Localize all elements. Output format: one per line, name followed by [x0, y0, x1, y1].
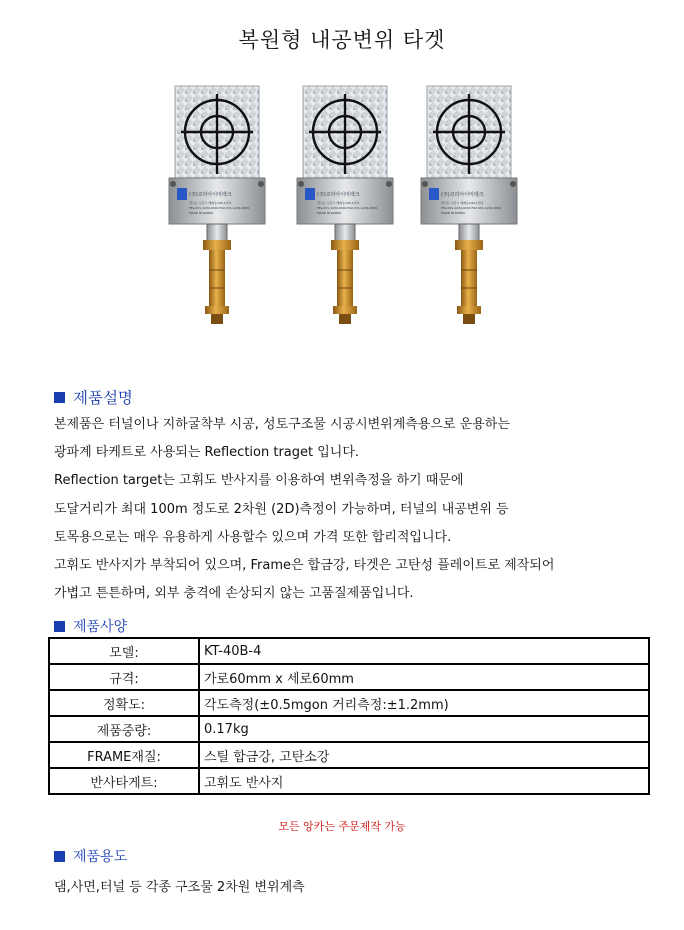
svg-text:TEL.031-1234-0000 FAX.031-1234: TEL.031-1234-0000 FAX.031-1234-0000 — [189, 206, 250, 210]
description-heading-text: 제품설명 — [73, 389, 133, 407]
square-bullet-icon — [54, 621, 65, 632]
description-line: 도달거리가 최대 100m 정도로 2차원 (2D)측정이 가능하며, 터널의 내공변위 등 — [54, 501, 509, 517]
svg-text:경기도 시흥시 매화동243-1번지: 경기도 시흥시 매화동243-1번지 — [441, 201, 484, 205]
spec-value: KT-40B-4 — [199, 638, 649, 664]
description-line: 고휘도 반사지가 부착되어 있으며, Frame은 합금강, 타겟은 고탄성 플레이트로 제작되어 — [54, 558, 555, 574]
specs-heading-text: 제품사양 — [73, 619, 128, 635]
spec-value: 가로60mm x 세로60mm — [199, 664, 649, 690]
spec-label: 정확도: — [49, 690, 199, 716]
spec-table — [48, 637, 650, 795]
svg-text:MADE IN KOREA: MADE IN KOREA — [189, 211, 214, 215]
description-line: Reflection target는 고휘도 반사지를 이용하여 변위측정을 하기 때문에 — [54, 473, 464, 489]
description-line: 토목용으로는 매우 유용하게 사용할수 있으며 가격 또한 합리적입니다. — [54, 529, 452, 545]
spec-label: FRAME재질: — [49, 742, 199, 768]
usage-heading — [54, 846, 127, 866]
usage-text: 댐,사면,터널 등 각종 구조물 2차원 변위계측 — [54, 880, 305, 895]
svg-text:MADE IN KOREA: MADE IN KOREA — [317, 211, 342, 215]
square-bullet-icon — [54, 851, 65, 862]
table-row — [49, 690, 649, 716]
table-row — [49, 664, 649, 690]
table-row — [49, 742, 649, 768]
spec-label: 제품중량: — [49, 716, 199, 742]
description-heading — [54, 386, 133, 408]
spec-label: 규격: — [49, 664, 199, 690]
custom-order-note: 모든 앙카는 주문제작 가능 — [278, 820, 406, 833]
spec-value: 스틸 합금강, 고탄소강 — [199, 742, 649, 768]
table-row — [49, 716, 649, 742]
page-title: 복원형 내공변위 타겟 — [238, 28, 446, 52]
svg-text:TEL.031-1234-0000 FAX.031-1234: TEL.031-1234-0000 FAX.031-1234-0000 — [317, 206, 378, 210]
description-body — [54, 411, 654, 608]
description-line: 가볍고 튼튼하며, 외부 충격에 손상되지 않는 고품질제품입니다. — [54, 586, 414, 602]
product-photo — [165, 74, 545, 334]
spec-value: 고휘도 반사지 — [199, 768, 649, 794]
spec-value: 0.17kg — [199, 716, 649, 742]
description-line: 광파계 타케트로 사용되는 Reflection traget 입니다. — [54, 445, 360, 461]
usage-heading-text: 제품용도 — [73, 849, 128, 865]
svg-text:경기도 시흥시 매화동243-1번지: 경기도 시흥시 매화동243-1번지 — [189, 201, 232, 205]
table-row — [49, 638, 649, 664]
spec-label: 모델: — [49, 638, 199, 664]
table-row — [49, 768, 649, 794]
spec-label: 반사타게트: — [49, 768, 199, 794]
specs-heading — [54, 616, 127, 636]
svg-text:TEL.031-1234-0000 FAX.031-1234: TEL.031-1234-0000 FAX.031-1234-0000 — [441, 206, 502, 210]
description-line: 본제품은 터널이나 지하굴착부 시공, 성토구조물 시공시변위계측용으로 운용하는 — [54, 417, 510, 432]
svg-text:(주)코리아이미테크: (주)코리아이미테크 — [189, 192, 232, 198]
svg-text:경기도 시흥시 매화동243-1번지: 경기도 시흥시 매화동243-1번지 — [317, 201, 360, 205]
square-bullet-icon — [54, 392, 65, 403]
svg-text:(주)코리아이미테크: (주)코리아이미테크 — [441, 192, 484, 198]
svg-text:(주)코리아이미테크: (주)코리아이미테크 — [317, 192, 360, 198]
spec-value: 각도측정(±0.5mgon 거리측정:±1.2mm) — [199, 690, 649, 716]
svg-text:MADE IN KOREA: MADE IN KOREA — [441, 211, 466, 215]
